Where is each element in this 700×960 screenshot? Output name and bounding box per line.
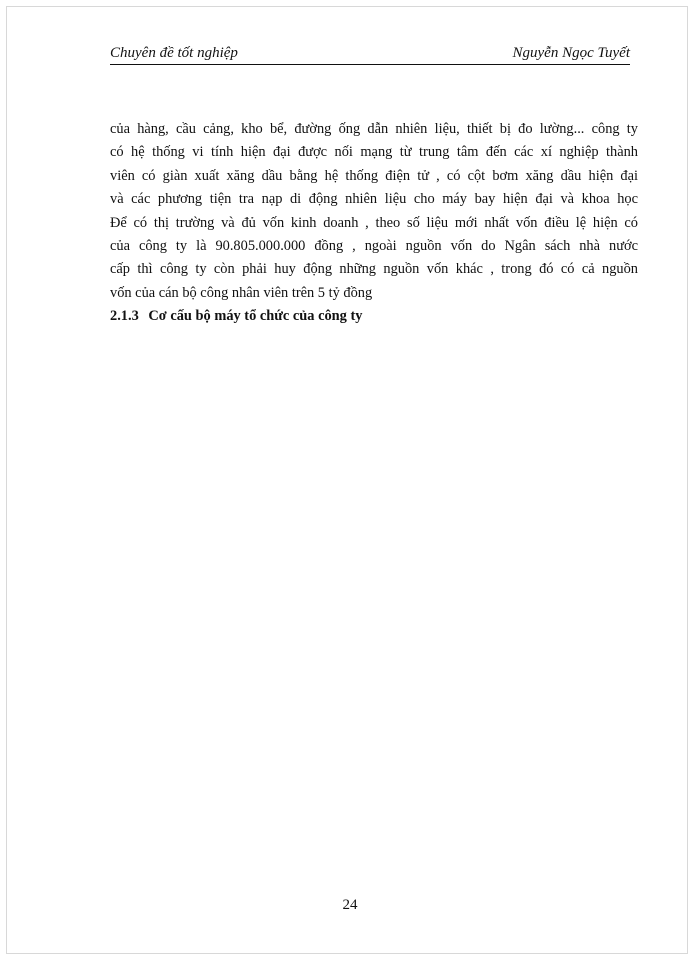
section-title-text: Cơ cấu bộ máy tổ chức của công ty <box>148 308 363 325</box>
section-number: 2.1.3 <box>110 308 139 325</box>
section-heading <box>110 305 638 328</box>
paragraph-line: vốn của cán bộ công nhân viên trên 5 tỷ đồng <box>110 284 373 301</box>
paragraph-line: và các phương tiện tra nạp di động nhiên liệu cho máy bay hiện đại và khoa học <box>110 191 638 208</box>
paragraph-line: của hàng, cầu cảng, kho bể, đường ống dẫn nhiên liệu, thiết bị đo lường... công ty <box>110 121 638 137</box>
header-author-name: Nguyễn Ngọc Tuyết <box>512 45 630 61</box>
page-header <box>110 42 630 65</box>
paragraph-line: cấp thì công ty còn phải huy động những nguồn vốn khác , trong đó có cả nguồn <box>110 261 638 278</box>
paragraph-line: của công ty là 90.805.000.000 đồng , ngoài nguồn vốn do Ngân sách nhà nước <box>110 237 638 254</box>
page-number: 24 <box>342 897 358 913</box>
body-text <box>110 118 638 329</box>
paragraph-line: Để có thị trường và đủ vốn kinh doanh , theo số liệu mới nhất vốn điều lệ hiện có <box>110 214 638 231</box>
header-document-title: Chuyên đề tốt nghiệp <box>110 45 238 61</box>
paragraph-line: có hệ thống vi tính hiện đại được nối mạng từ trung tâm đến các xí nghiệp thành <box>110 144 638 161</box>
paragraph-line: viên có giàn xuất xăng dầu bằng hệ thống điện tử , có cột bơm xăng dầu hiện đại <box>110 167 638 184</box>
